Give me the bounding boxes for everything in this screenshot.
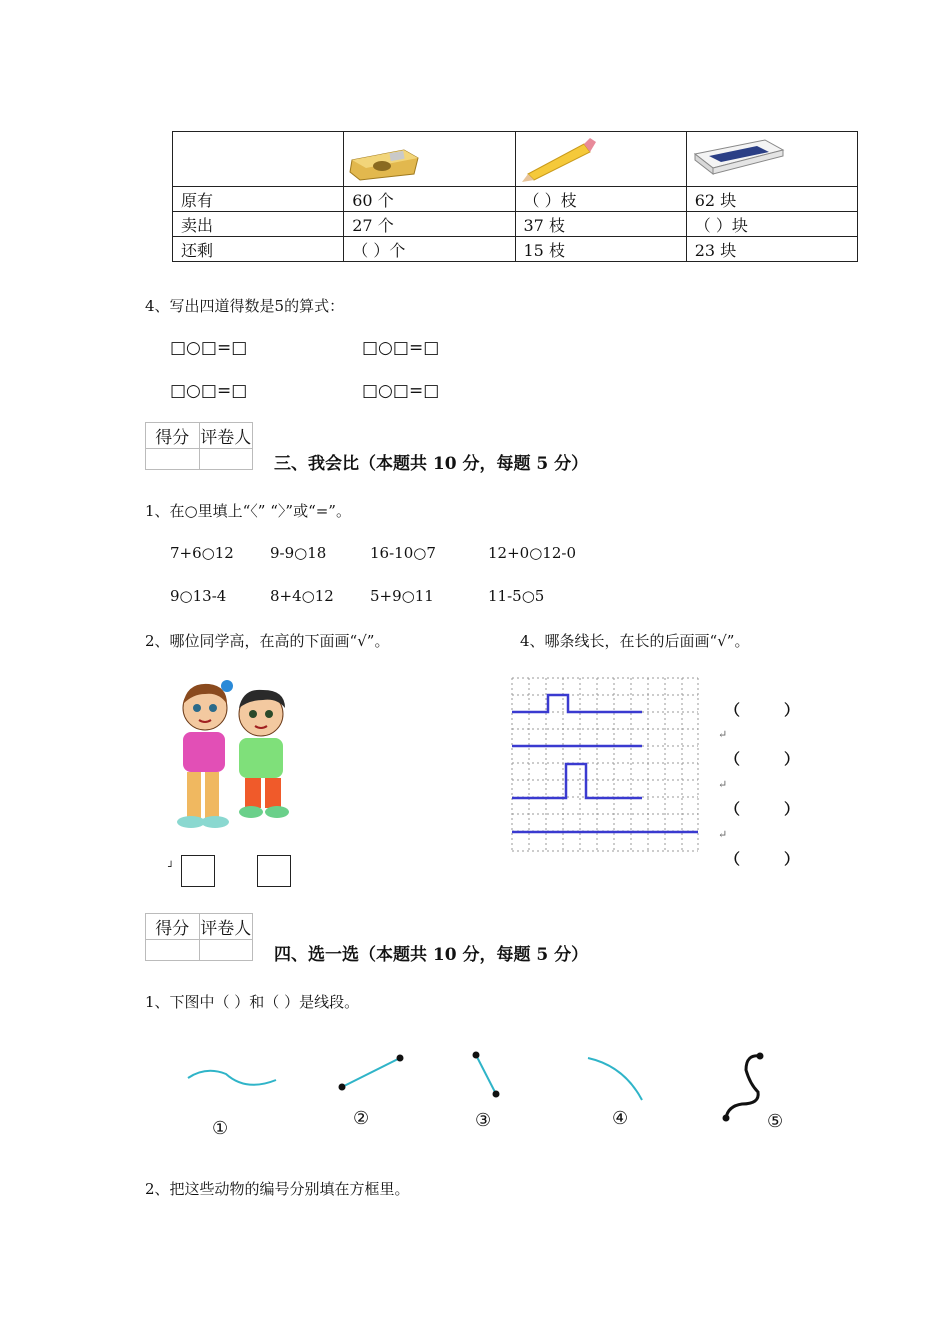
sharpener-cell[interactable]: （ ）个 xyxy=(344,237,515,262)
line-length-grid xyxy=(510,676,700,854)
shape-label: ④ xyxy=(612,1108,629,1129)
line-answer-3[interactable]: （ ） xyxy=(725,800,800,818)
compare-item[interactable]: 8+4○12 xyxy=(270,587,334,605)
s4-q2-prompt: 2、把这些动物的编号分别填在方框里。 xyxy=(145,1180,410,1198)
equation-blank[interactable]: □○□=□ xyxy=(362,381,440,401)
line-c xyxy=(512,764,642,798)
compare-item[interactable]: 7+6○12 xyxy=(170,544,234,562)
line-answer-2[interactable]: （ ） xyxy=(725,750,800,768)
segment-2 xyxy=(342,1058,400,1087)
stationery-table xyxy=(172,131,858,262)
equation-blank[interactable]: □○□=□ xyxy=(362,338,440,358)
line-answer-1[interactable]: （ ） xyxy=(725,701,800,719)
grader-label: 评卷人 xyxy=(199,423,253,449)
compare-item[interactable]: 12+0○12-0 xyxy=(488,544,576,562)
compare-item[interactable]: 11-5○5 xyxy=(488,587,545,605)
sharpener-image-cell xyxy=(344,132,515,187)
eraser-image xyxy=(687,132,857,182)
shape-label: ② xyxy=(353,1108,370,1129)
s3-q1-prompt: 1、在○里填上“〈” “〉”或“=”。 xyxy=(145,502,351,520)
score-field[interactable] xyxy=(146,940,200,961)
pencil-image-cell xyxy=(515,132,686,187)
compare-item[interactable]: 9-9○18 xyxy=(270,544,327,562)
eraser-cell: 23 块 xyxy=(686,237,857,262)
return-mark: ┘ xyxy=(168,862,175,873)
segment-shapes xyxy=(180,1040,810,1150)
grader-field[interactable] xyxy=(199,449,253,470)
equation-blank[interactable]: □○□=□ xyxy=(170,381,248,401)
compare-item[interactable]: 5+9○11 xyxy=(370,587,434,605)
row-label: 卖出 xyxy=(173,212,344,237)
row-label: 原有 xyxy=(173,187,344,212)
score-field[interactable] xyxy=(146,449,200,470)
answer-box-left[interactable] xyxy=(181,855,215,887)
answer-box-right[interactable] xyxy=(257,855,291,887)
return-mark: ↵ xyxy=(718,728,728,741)
grader-field[interactable] xyxy=(199,940,253,961)
shape-label: ③ xyxy=(475,1110,492,1131)
section4-heading: 四、选一选（本题共 10 分，每题 5 分） xyxy=(274,945,589,965)
score-label: 得分 xyxy=(146,423,200,449)
eraser-cell[interactable]: （ ）块 xyxy=(686,212,857,237)
pencil-cell: 37 枝 xyxy=(515,212,686,237)
sharpener-cell: 60 个 xyxy=(344,187,515,212)
pencil-image xyxy=(516,132,686,182)
section3-heading: 三、我会比（本题共 10 分，每题 5 分） xyxy=(274,454,589,474)
shape-label: ① xyxy=(212,1118,229,1139)
eraser-cell: 62 块 xyxy=(686,187,857,212)
curve-5 xyxy=(726,1056,760,1118)
score-label: 得分 xyxy=(146,914,200,940)
pencil-cell[interactable]: （ ）枝 xyxy=(515,187,686,212)
grader-label: 评卷人 xyxy=(199,914,253,940)
shape-label: ⑤ xyxy=(767,1111,784,1132)
return-mark: ↵ xyxy=(718,828,728,841)
s3-q2-prompt: 2、哪位同学高，在高的下面画“√”。 xyxy=(145,632,390,650)
eraser-image-cell xyxy=(686,132,857,187)
line-answer-4[interactable]: （ ） xyxy=(725,850,800,868)
row-label: 还剩 xyxy=(173,237,344,262)
segment-3 xyxy=(476,1055,496,1094)
curve-4 xyxy=(588,1058,642,1100)
equation-blank[interactable]: □○□=□ xyxy=(170,338,248,358)
pencil-cell: 15 枝 xyxy=(515,237,686,262)
curve-1 xyxy=(188,1071,276,1085)
return-mark: ↵ xyxy=(718,778,728,791)
table-row xyxy=(173,237,858,262)
table-corner-cell xyxy=(173,132,344,187)
table-row xyxy=(173,187,858,212)
pencil-sharpener-image xyxy=(344,132,514,182)
compare-item[interactable]: 9○13-4 xyxy=(170,587,227,605)
table-row xyxy=(173,212,858,237)
s3-q4-prompt: 4、哪条线长，在长的后面画“√”。 xyxy=(520,632,750,650)
compare-item[interactable]: 16-10○7 xyxy=(370,544,436,562)
two-students-illustration xyxy=(165,678,305,833)
s4-q1-prompt: 1、下图中（ ）和（ ）是线段。 xyxy=(145,993,360,1011)
sharpener-cell: 27 个 xyxy=(344,212,515,237)
score-box xyxy=(145,422,253,470)
q4-prompt: 4、写出四道得数是5的算式： xyxy=(145,297,345,315)
score-box xyxy=(145,913,253,961)
line-a xyxy=(512,695,642,712)
